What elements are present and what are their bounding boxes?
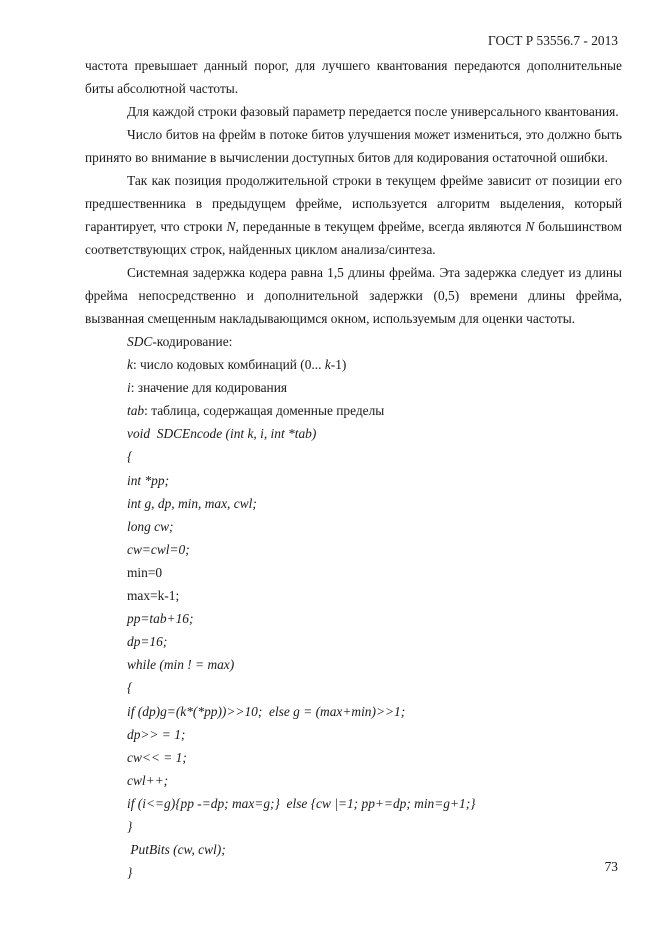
p4-text-b: , переданные в текущем фрейме, всегда являются — [235, 219, 526, 234]
p4-n-1: N — [226, 219, 236, 234]
def-tab-term: tab — [127, 403, 145, 419]
def-tab-text: : таблица, содержащая доменные пределы — [144, 403, 385, 419]
code-line: cw=cwl=0; — [127, 541, 190, 557]
paragraph-1: частота превышает данный порог, для лучшего квантования передаются дополнительные биты абсолютной частоты. — [85, 58, 622, 96]
page-content — [85, 54, 622, 884]
code-line: min=0 — [127, 564, 163, 580]
code-line: pp=tab+16; — [127, 611, 194, 627]
code-line: int g, dp, min, max, cwl; — [127, 495, 257, 511]
def-i-text: : значение для кодирования — [130, 380, 288, 396]
code-line: void SDCEncode (int k, i, int *tab) — [127, 426, 317, 442]
code-line: cw<< = 1; — [127, 749, 187, 765]
document-id-header: ГОСТ Р 53556.7 - 2013 — [488, 33, 618, 48]
def-k-term: k — [127, 357, 133, 373]
def-k-text: : число кодовых комбинаций (0... — [132, 357, 325, 373]
def-k — [85, 353, 622, 376]
code-line: if (dp)g=(k*(*pp))>>10; else g = (max+min)>>1; — [127, 703, 406, 719]
code-line: long cw; — [127, 518, 174, 534]
p4-text-c: большинством соответствующих строк, найденных циклом анализа/синтеза. — [85, 219, 623, 257]
paragraph-4 — [85, 169, 622, 261]
p4-text-a: Так как позиция продолжительной строки в текущем фрейме зависит от позиции его предшественника в предыдущем фрейме, используется алгоритм выделения, который гарантирует, что строки — [85, 173, 622, 234]
paragraph-3: Число битов на фрейм в потоке битов улучшения может измениться, это должно быть принято во внимание в вычислении доступных битов для кодирования остаточной ошибки. — [85, 127, 622, 165]
def-i — [85, 376, 622, 399]
def-tab — [85, 399, 622, 422]
code-line: dp>> = 1; — [127, 726, 186, 742]
def-sdc — [85, 330, 622, 353]
def-k-end: -1) — [330, 357, 347, 373]
code-line: if (i<=g){pp -=dp; max=g;} else {cw |=1; pp+=dp; min=g+1;} — [127, 795, 476, 811]
def-sdc-term: SDC — [127, 334, 153, 349]
code-line: while (min ! = max) — [127, 657, 235, 673]
code-line: PutBits (cw, cwl); — [127, 842, 226, 858]
code-line: { — [127, 680, 133, 696]
code-line: dp=16; — [127, 634, 168, 650]
def-sdc-text: -кодирование: — [152, 334, 233, 349]
code-line: { — [127, 449, 133, 465]
code-line: cwl++; — [127, 772, 169, 788]
code-line: max=k-1; — [127, 588, 180, 604]
def-i-term: i — [127, 380, 131, 396]
def-k-term-2: k — [324, 357, 331, 373]
paragraph-2: Для каждой строки фазовый параметр передается после универсального квантования. — [127, 104, 619, 119]
paragraph-5: Системная задержка кодера равна 1,5 длины фрейма. Эта задержка следует из длины фрейма непосредственно и дополнительной задержки (0,5) времени длины фрейма, вызванная смещенным накладывающимся окном, используемым для оценки частоты. — [85, 265, 622, 326]
p4-n-2: N — [525, 219, 535, 234]
page-number: 73 — [604, 859, 618, 874]
code-line: int *pp; — [127, 472, 170, 488]
code-line: } — [127, 818, 133, 834]
code-line: } — [127, 865, 133, 881]
